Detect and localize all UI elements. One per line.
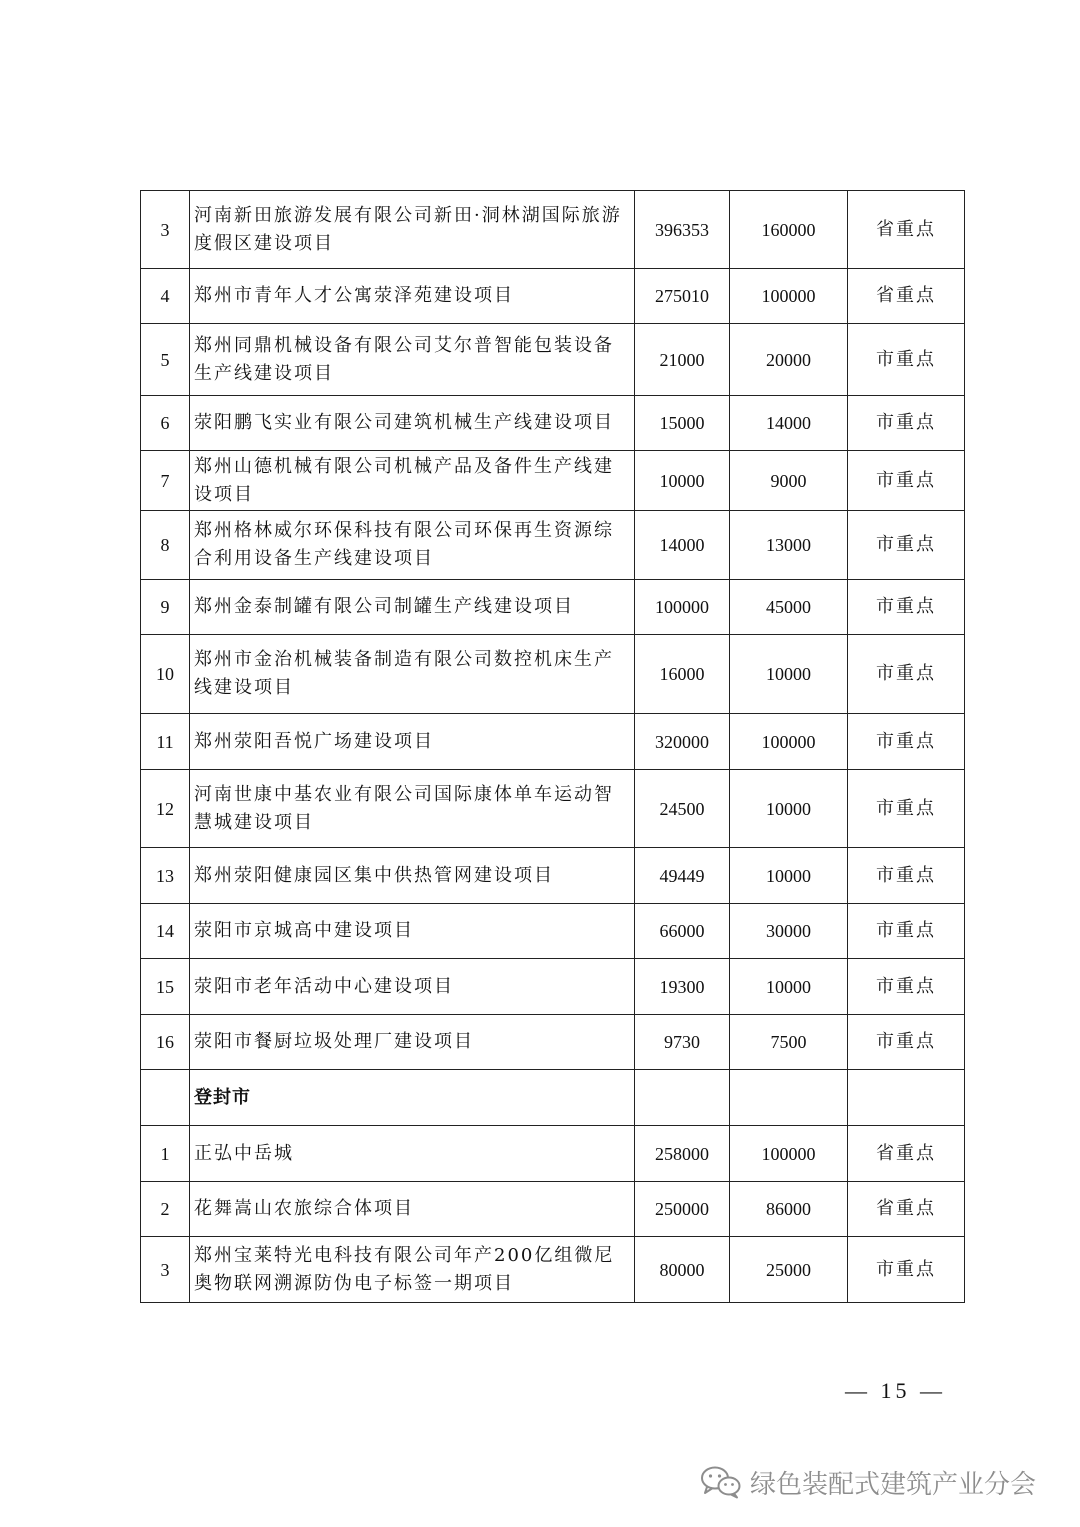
total-investment: 320000 [635,714,730,770]
project-level: 市重点 [848,904,965,959]
project-name: 郑州宝莱特光电科技有限公司年产200亿组微尼奥物联网溯源防伪电子标签一期项目 [190,1237,635,1303]
project-level: 市重点 [848,1015,965,1070]
row-number: 11 [141,714,190,770]
watermark-text: 绿色装配式建筑产业分会 [750,1469,1037,1500]
table-row [141,511,965,580]
annual-investment: 14000 [730,396,848,451]
annual-investment: 45000 [730,580,848,635]
project-name: 荥阳市京城高中建设项目 [190,904,635,959]
row-number: 12 [141,770,190,848]
wechat-icon [700,1465,742,1499]
project-name: 郑州市金治机械装备制造有限公司数控机床生产线建设项目 [190,635,635,714]
annual-investment: 10000 [730,635,848,714]
table-row [141,635,965,714]
total-investment: 49449 [635,848,730,904]
project-level: 市重点 [848,396,965,451]
project-level: 市重点 [848,451,965,511]
row-number: 16 [141,1015,190,1070]
total-investment: 100000 [635,580,730,635]
annual-investment: 13000 [730,511,848,580]
row-number: 7 [141,451,190,511]
project-name: 郑州金泰制罐有限公司制罐生产线建设项目 [190,580,635,635]
project-level: 市重点 [848,959,965,1015]
row-number: 15 [141,959,190,1015]
row-number: 13 [141,848,190,904]
annual-investment: 10000 [730,770,848,848]
table-row [141,1182,965,1237]
project-level [848,1070,965,1126]
table-row [141,580,965,635]
table-row [141,770,965,848]
project-name: 郑州格林威尔环保科技有限公司环保再生资源综合利用设备生产线建设项目 [190,511,635,580]
row-number: 6 [141,396,190,451]
row-number: 14 [141,904,190,959]
project-level: 市重点 [848,324,965,396]
total-investment: 258000 [635,1126,730,1182]
project-name: 花舞嵩山农旅综合体项目 [190,1182,635,1237]
annual-investment: 100000 [730,1126,848,1182]
total-investment: 80000 [635,1237,730,1303]
project-name: 郑州荥阳健康园区集中供热管网建设项目 [190,848,635,904]
project-name: 荥阳市老年活动中心建设项目 [190,959,635,1015]
project-name: 荥阳市餐厨垃圾处理厂建设项目 [190,1015,635,1070]
row-number: 4 [141,269,190,324]
total-investment: 16000 [635,635,730,714]
row-number: 8 [141,511,190,580]
total-investment: 24500 [635,770,730,848]
annual-investment: 160000 [730,191,848,269]
row-number: 2 [141,1182,190,1237]
project-name: 郑州同鼎机械设备有限公司艾尔普智能包装设备生产线建设项目 [190,324,635,396]
project-level: 市重点 [848,511,965,580]
row-number: 1 [141,1126,190,1182]
annual-investment: 100000 [730,714,848,770]
section-row [141,1070,965,1126]
table-row [141,269,965,324]
watermark [700,1460,1036,1504]
table-row [141,324,965,396]
project-level: 省重点 [848,269,965,324]
project-table [140,190,965,1303]
project-level: 省重点 [848,191,965,269]
annual-investment: 7500 [730,1015,848,1070]
project-name: 河南世康中基农业有限公司国际康体单车运动智慧城建设项目 [190,770,635,848]
project-level: 省重点 [848,1182,965,1237]
project-level: 市重点 [848,848,965,904]
total-investment: 21000 [635,324,730,396]
annual-investment: 25000 [730,1237,848,1303]
table-row [141,714,965,770]
project-name: 荥阳鹏飞实业有限公司建筑机械生产线建设项目 [190,396,635,451]
annual-investment: 20000 [730,324,848,396]
annual-investment: 9000 [730,451,848,511]
table-row [141,1126,965,1182]
total-investment: 15000 [635,396,730,451]
annual-investment: 30000 [730,904,848,959]
table-row [141,1015,965,1070]
project-level: 市重点 [848,635,965,714]
row-number: 9 [141,580,190,635]
total-investment [635,1070,730,1126]
row-number: 5 [141,324,190,396]
project-level: 市重点 [848,580,965,635]
table-row [141,904,965,959]
project-level: 省重点 [848,1126,965,1182]
row-number [141,1070,190,1126]
row-number: 3 [141,1237,190,1303]
section-title: 登封市 [190,1070,635,1126]
project-name: 郑州荥阳吾悦广场建设项目 [190,714,635,770]
page-number: — 15 — [845,1378,946,1403]
table-row [141,191,965,269]
table-row [141,396,965,451]
row-number: 10 [141,635,190,714]
table-row [141,1237,965,1303]
project-name: 正弘中岳城 [190,1126,635,1182]
annual-investment: 86000 [730,1182,848,1237]
total-investment: 396353 [635,191,730,269]
table-row [141,959,965,1015]
project-name: 河南新田旅游发展有限公司新田·洞林湖国际旅游度假区建设项目 [190,191,635,269]
project-name: 郑州市青年人才公寓荥泽苑建设项目 [190,269,635,324]
project-level: 市重点 [848,714,965,770]
total-investment: 10000 [635,451,730,511]
project-name: 郑州山德机械有限公司机械产品及备件生产线建设项目 [190,451,635,511]
table-row [141,451,965,511]
table-row [141,848,965,904]
annual-investment [730,1070,848,1126]
total-investment: 275010 [635,269,730,324]
total-investment: 9730 [635,1015,730,1070]
total-investment: 250000 [635,1182,730,1237]
total-investment: 19300 [635,959,730,1015]
row-number: 3 [141,191,190,269]
annual-investment: 100000 [730,269,848,324]
project-level: 市重点 [848,770,965,848]
annual-investment: 10000 [730,959,848,1015]
total-investment: 14000 [635,511,730,580]
project-level: 市重点 [848,1237,965,1303]
total-investment: 66000 [635,904,730,959]
annual-investment: 10000 [730,848,848,904]
